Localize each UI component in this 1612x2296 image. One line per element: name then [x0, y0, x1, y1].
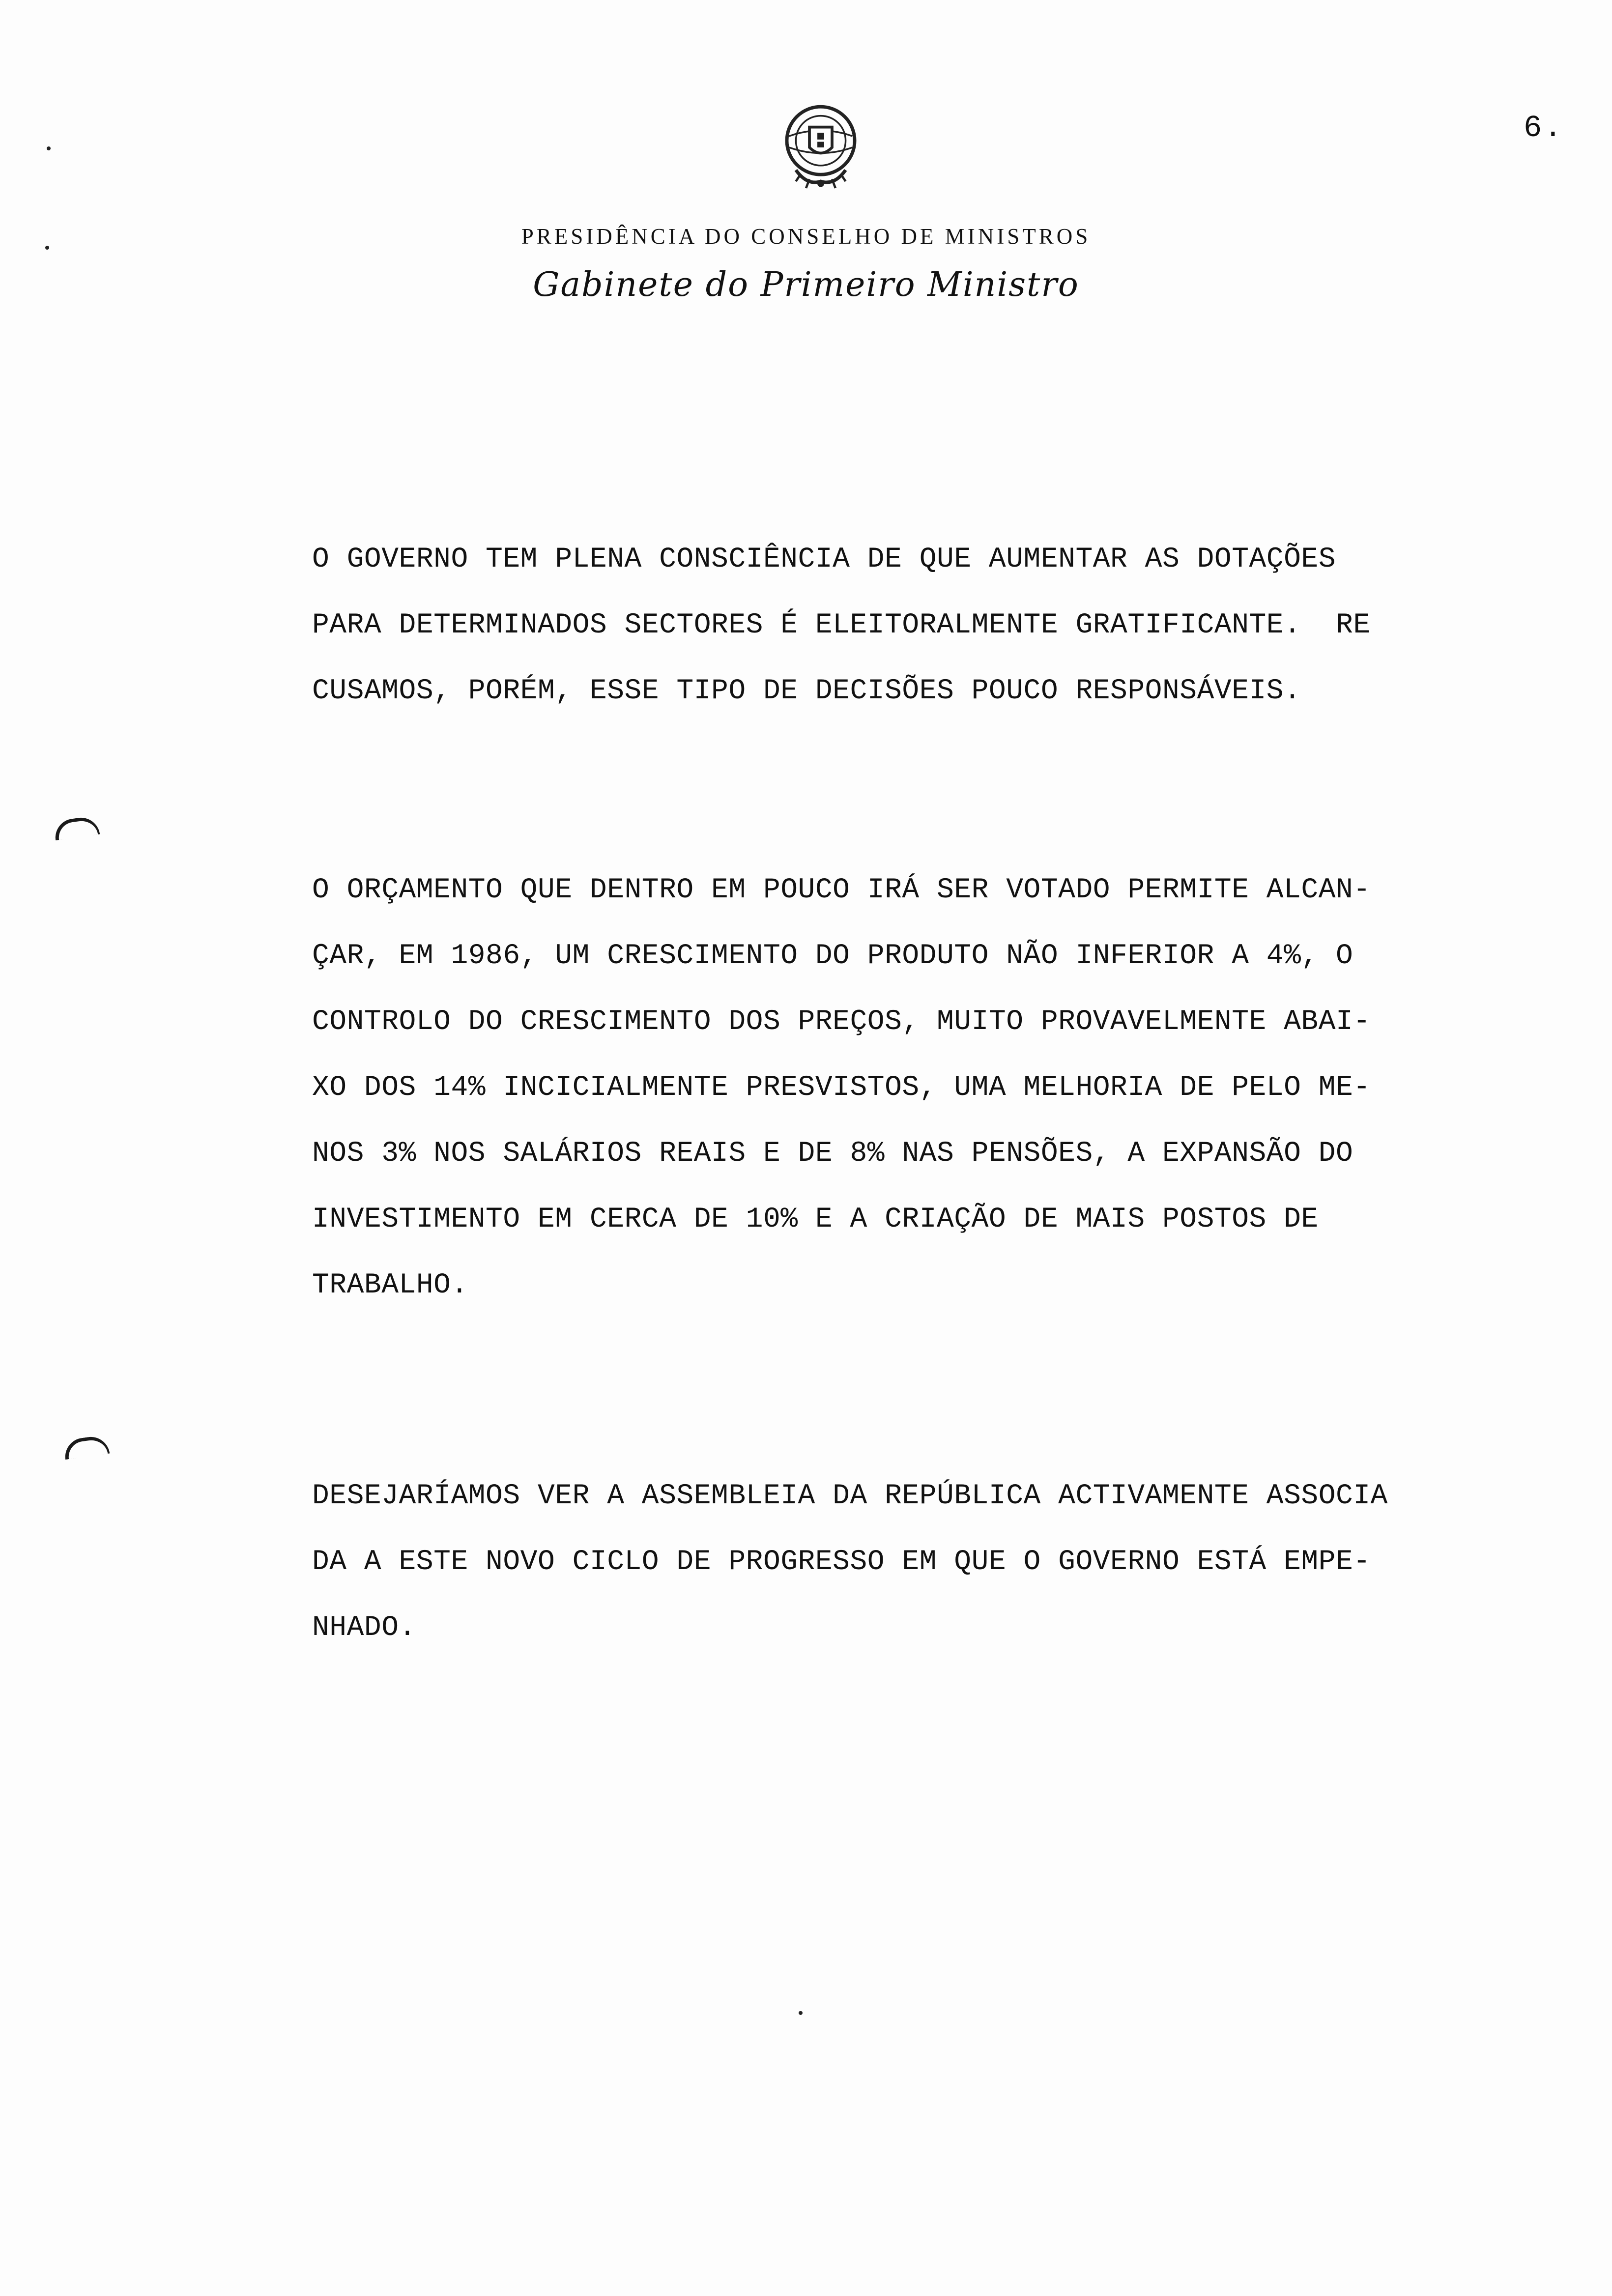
margin-hole-mark — [63, 1435, 110, 1460]
page-number: 6. — [1524, 111, 1564, 145]
coat-of-arms-seal-icon — [764, 91, 877, 204]
text-line: DA A ESTE NOVO CICLO DE PROGRESSO EM QUE O GOVERNO ESTÁ EMPE- — [312, 1546, 1371, 1578]
paragraph-2 — [312, 858, 1551, 1319]
text-line: ÇAR, EM 1986, UM CRESCIMENTO DO PRODUTO NÃO INFERIOR A 4%, O — [312, 940, 1353, 972]
speck — [799, 2011, 803, 2015]
text-line: NHADO. — [312, 1612, 416, 1644]
speck — [47, 146, 51, 150]
margin-hole-mark — [53, 815, 100, 840]
text-line: O GOVERNO TEM PLENA CONSCIÊNCIA DE QUE AUMENTAR AS DOTAÇÕES — [312, 544, 1336, 575]
speck — [45, 246, 49, 250]
text-line: INVESTIMENTO EM CERCA DE 10% E A CRIAÇÃO DE MAIS POSTOS DE — [312, 1204, 1319, 1235]
text-line: CONTROLO DO CRESCIMENTO DOS PREÇOS, MUITO PROVAVELMENTE ABAI- — [312, 1006, 1371, 1038]
text-line: NOS 3% NOS SALÁRIOS REAIS E DE 8% NAS PENSÕES, A EXPANSÃO DO — [312, 1138, 1353, 1170]
organization-title: PRESIDÊNCIA DO CONSELHO DE MINISTROS — [521, 224, 1091, 249]
text-line: CUSAMOS, PORÉM, ESSE TIPO DE DECISÕES POUCO RESPONSÁVEIS. — [312, 675, 1301, 707]
text-line: DESEJARÍAMOS VER A ASSEMBLEIA DA REPÚBLICA ACTIVAMENTE ASSOCIA — [312, 1480, 1388, 1512]
text-line: XO DOS 14% INCICIALMENTE PRESVISTOS, UMA MELHORIA DE PELO ME- — [312, 1072, 1371, 1104]
paragraph-3 — [312, 1464, 1551, 1661]
text-line: TRABALHO. — [312, 1269, 468, 1301]
paragraph-1 — [312, 527, 1551, 724]
office-subtitle: Gabinete do Primeiro Ministro — [533, 265, 1079, 304]
text-line: PARA DETERMINADOS SECTORES É ELEITORALMENTE GRATIFICANTE. RE — [312, 609, 1371, 641]
text-line: O ORÇAMENTO QUE DENTRO EM POUCO IRÁ SER VOTADO PERMITE ALCAN- — [312, 874, 1371, 906]
